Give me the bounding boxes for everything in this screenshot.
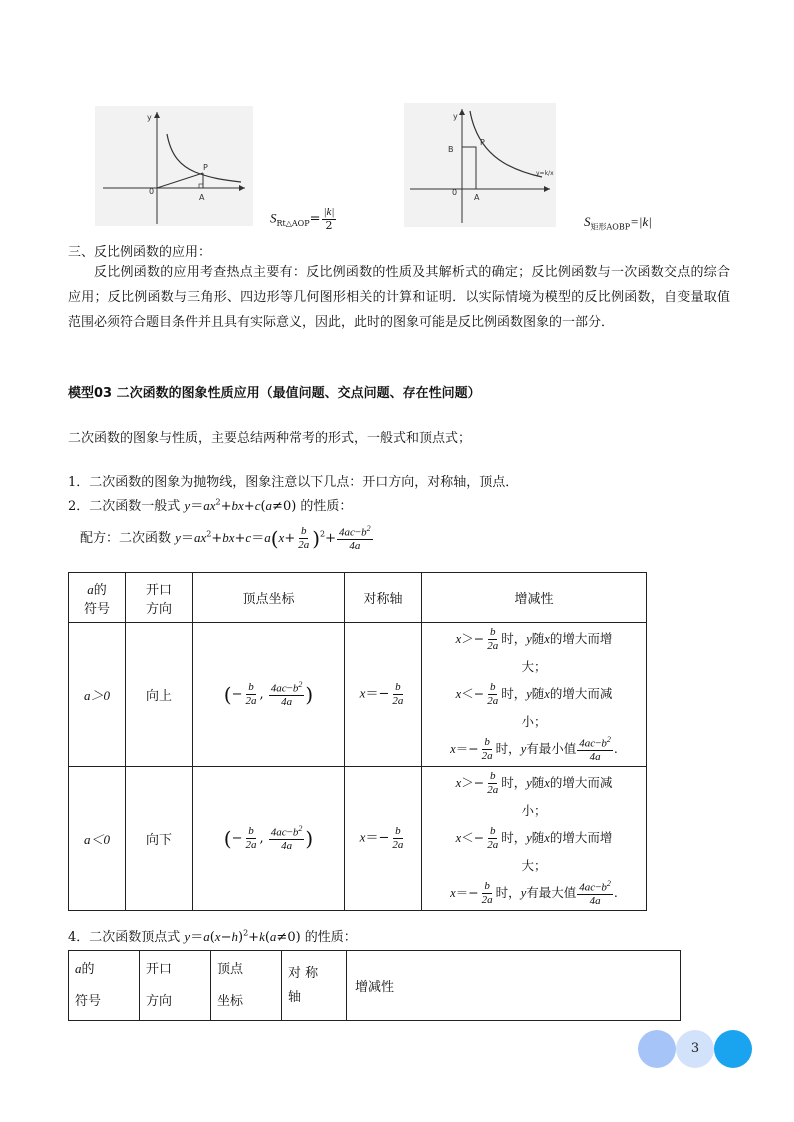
t2-header-open: 开口 方向 [140,951,211,1021]
t1-row2-inc: x＞− $\frac{b}{2a}$ 时，y随x的增大而减 小； x＜− $\frac{b}{2a}$ 时，y随x的增大而增 大； x＝− $\frac{b}{2a}$ 时，y有最大值 $\frac{4ac-b^2}{4a}$ . [422,767,647,911]
page-number-badge [638,1030,752,1068]
t1-row2-sign: a＜0 [69,767,126,911]
area-left-sub: Rt△AOP [276,219,310,229]
model03-item2: 2．二次函数一般式 $y=ax^2+bx+c(a\ne 0)$ 的性质： [68,497,353,514]
t1-row1-inc: x＞− $\frac{b}{2a}$ 时，y随x的增大而增 大； x＜− $\frac{b}{2a}$ 时，y随x的增大而减 小； x＝− $\frac{b}{2a}$ 时，y有最小值 $\frac{4ac-b^2}{4a}$ . [422,623,647,767]
section3-title: 三、反比例函数的应用： [68,245,212,260]
t1-row1-open: 向上 [126,623,193,767]
graph-right-origin-label: 0 [452,188,458,197]
graph-right-y-label: y [453,112,458,121]
vertex-form-properties-table [68,950,681,1021]
t1-header-vertex: 顶点坐标 [193,573,345,623]
model03-item1: 1．二次函数的图象为抛物线，图象注意以下几点：开口方向，对称轴，顶点． [68,475,519,490]
t2-header-sign: a的 符号 [69,951,140,1021]
t1-row2-open: 向下 [126,767,193,911]
graph-left-a-label: A [199,193,205,202]
page-circle-right [714,1030,752,1068]
inverse-function-graph-left [95,106,253,226]
table-row [69,623,647,767]
area-left-s: S [270,210,277,226]
graph-right-a-label: A [474,193,480,202]
t1-row1-sign: a＞0 [69,623,126,767]
config-prefix: 配方：二次函数 [80,530,172,546]
graph-left-y-label: y [147,113,152,122]
graph-right-curve-label: y=k/x [536,170,554,177]
t1-header-inc: 增减性 [422,573,647,623]
section3-paragraph: 反比例函数的应用考查热点主要有：反比例函数的性质及其解析式的确定；反比例函数与一次函数交点的综合应用；反比例函数与三角形、四边形等几何图形相关的计算和证明．以实际情境为模型的反比例函数，自变量取值范围必须符合题目条件并且具有实际意义，因此，此时的图象可能是反比例函数图象的一部分． [68,265,730,330]
t1-row1-vertex: (− $\frac{b}{2a}$ , $\frac{4ac-b^2}{4a}$ ) [193,623,345,767]
model03-intro: 二次函数的图象与性质，主要总结两种常考的形式，一般式和顶点式； [68,431,472,446]
item4-suffix: 的性质： [304,930,357,945]
t1-row1-axis: x＝− $\frac{b}{2a}$ [345,623,422,767]
item4-prefix: 4．二次函数顶点式 [68,930,181,945]
area-formula-left [270,206,337,232]
model03-title: 模型03 二次函数的图象性质应用（最值问题、交点问题、存在性问题） [68,386,481,401]
area-left-den: 2 [325,218,333,232]
area-right-sub: 矩形AOBP [590,222,631,232]
area-right-s: S [584,214,591,229]
general-form-properties-table [68,572,647,911]
graph-left-p-label: P [203,163,208,172]
config-formula: 配方：二次函数 $y=ax^2+bx+c=a(x+$ $\frac{b}{2a}$ )$^2$+ $\frac{4ac-b^2}{4a}$ [80,524,371,553]
graph-right-b-label: B [448,145,454,154]
t1-row2-axis: x＝− $\frac{b}{2a}$ [345,767,422,911]
area-right-rhs: =|k| [630,214,652,229]
item2-prefix: 2．二次函数一般式 [68,499,181,514]
item2-suffix: 的性质： [300,499,353,514]
area-left-num: |k| [323,206,335,218]
area-formula-right [584,214,652,233]
t1-row2-vertex: (− $\frac{b}{2a}$ , $\frac{4ac-b^2}{4a}$ ) [193,767,345,911]
page-circle-left [638,1030,676,1068]
inverse-function-graph-right [404,103,556,227]
t2-header-axis: 对 称 轴 [282,951,347,1021]
page-number: 3 [690,1041,700,1056]
graph-right-p-label: P [480,138,485,147]
item4: 4．二次函数顶点式 $y=a(x-h)^2+k(a\ne 0)$ 的性质： [68,928,357,945]
t1-header-sign: a的 符号 [69,573,126,623]
t1-header-open: 开口 方向 [126,573,193,623]
graph-left-origin-label: 0 [149,187,155,196]
t1-header-axis: 对称轴 [345,573,422,623]
t2-header-inc: 增减性 [347,951,681,1021]
table-row [69,767,647,911]
t2-header-vertex: 顶点 坐标 [211,951,282,1021]
area-left-eq: = [309,211,321,227]
